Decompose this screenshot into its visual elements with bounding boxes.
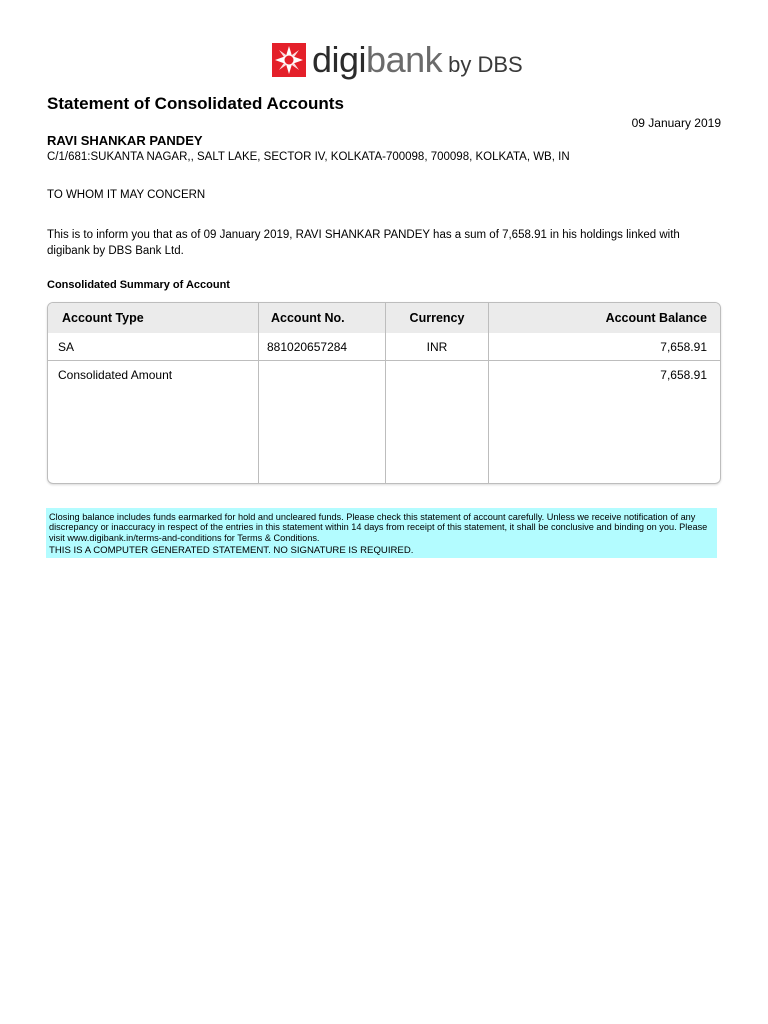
summary-table xyxy=(47,302,721,484)
dbs-star-icon xyxy=(272,43,306,77)
disclaimer-box xyxy=(46,508,717,558)
statement-date: 09 January 2019 xyxy=(631,116,721,130)
table-header-row xyxy=(48,303,720,333)
column-header-account-balance: Account Balance xyxy=(489,303,721,333)
salutation: TO WHOM IT MAY CONCERN xyxy=(47,189,206,201)
digibank-logo xyxy=(272,40,523,80)
brand-wordmark: digibank xyxy=(312,39,443,80)
cell-empty xyxy=(386,361,489,484)
column-header-currency: Currency xyxy=(386,303,489,333)
cell-account-balance: 7,658.91 xyxy=(489,333,721,361)
statement-body: This is to inform you that as of 09 January 2019, RAVI SHANKAR PANDEY has a sum of 7,658.91 in his holdings linked with digibank by DBS Bank Ltd. xyxy=(47,229,680,257)
table-row-total xyxy=(48,361,720,484)
cell-account-number: 881020657284 xyxy=(259,333,386,361)
column-header-account-type: Account Type xyxy=(48,303,259,333)
column-header-account-no: Account No. xyxy=(259,303,386,333)
customer-name: RAVI SHANKAR PANDEY xyxy=(47,133,203,148)
cell-total-balance: 7,658.91 xyxy=(660,368,707,382)
customer-address: C/1/681:SUKANTA NAGAR,, SALT LAKE, SECTOR IV, KOLKATA-700098, 700098, KOLKATA, WB, IN xyxy=(47,151,570,163)
page-title: Statement of Consolidated Accounts xyxy=(47,94,344,113)
table-row xyxy=(48,333,720,361)
cell-account-type: SA xyxy=(48,333,259,361)
cell-empty xyxy=(259,361,386,484)
summary-heading: Consolidated Summary of Account xyxy=(47,279,230,291)
brand-suffix: by DBS xyxy=(448,52,523,77)
cell-currency: INR xyxy=(386,333,489,361)
disclaimer-text: Closing balance includes funds earmarked for hold and uncleared funds. Please check this statement of account carefully. Unless we receive notification of any discrepancy or inaccuracy in respect of the entries in this statement within 14 days from receipt of this statement, it shall be conclusive and binding on you. Please visit www.digibank.in/terms-and-conditions for Terms & Conditions. xyxy=(49,512,708,543)
cell-total-label: Consolidated Amount xyxy=(48,361,259,484)
computer-generated-note: THIS IS A COMPUTER GENERATED STATEMENT. NO SIGNATURE IS REQUIRED. xyxy=(49,545,414,557)
